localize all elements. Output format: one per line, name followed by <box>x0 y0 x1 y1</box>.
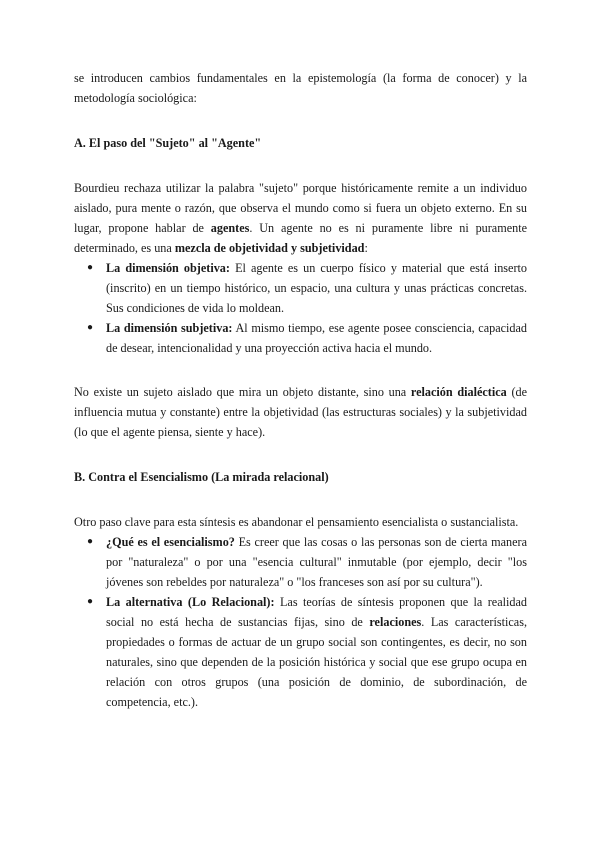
bullet-label: La dimensión subjetiva: <box>106 321 233 335</box>
bullet-text: El agente es un cuerpo físico y material que está inserto (inscrito) en un tiempo histórico, un espacio, una cultura y unas prácticas concretas. Sus condiciones de vida lo moldean. <box>106 261 527 315</box>
intro-paragraph: se introducen cambios fundamentales en la epistemología (la forma de conocer) y la metodología sociológica: <box>74 71 527 105</box>
bullet-icon: ● <box>87 262 94 273</box>
bullet-item-alternativa-relacional <box>74 592 527 712</box>
section-a-bullet-list <box>74 258 527 358</box>
bullet-icon: ● <box>87 536 94 547</box>
bullet-text: . Las características, propiedades o formas de actuar de un grupo social son contingentes, es decir, no son naturales, sino que dependen de la posición histórica y social que ese grupo ocupa en relación con otros grupos (una posición de dominio, de subordinación, de competencia, etc.). <box>106 615 527 709</box>
bullet-text: Al mismo tiempo, ese agente posee consciencia, capacidad de desear, intencionalidad y una proyección activa hacia el mundo. <box>106 321 528 355</box>
text-run: Bourdieu rechaza utilizar la palabra "sujeto" porque históricamente remite a un individuo aislado, pura mente o razón, que observa el mundo como si fuera un objeto externo. En su lugar, propone hablar de <box>74 181 527 235</box>
section-b-intro: Otro paso clave para esta síntesis es abandonar el pensamiento esencialista o sustancialista. <box>74 515 519 529</box>
bullet-item-esencialismo <box>74 532 527 592</box>
bullet-text: Las teorías de síntesis proponen que la realidad social no está hecha de sustancias fijas, sino de <box>106 595 527 629</box>
bullet-icon: ● <box>87 596 94 607</box>
bullet-item-dimension-subjetiva <box>74 318 527 358</box>
bullet-label: ¿Qué es el esencialismo? <box>106 535 235 549</box>
bullet-label: La dimensión objetiva: <box>106 261 230 275</box>
bullet-text: Es creer que las cosas o las personas son de cierta manera por "naturaleza" o por una "esencia cultural" inmutable (por ejemplo, decir "los jóvenes son rebeldes por naturaleza" o "los franceses son así por su cultura"). <box>106 535 528 589</box>
section-a-heading: A. El paso del "Sujeto" al "Agente" <box>74 136 262 150</box>
bold-term-relacion-dialectica: relación dialéctica <box>410 385 507 399</box>
section-a-paragraph-1 <box>74 178 527 258</box>
section-a-paragraph-2 <box>74 382 527 442</box>
document-page <box>74 68 527 712</box>
bullet-item-dimension-objetiva <box>74 258 527 318</box>
text-run: . Un agente no es ni puramente libre ni puramente determinado, es una <box>74 221 527 255</box>
text-run: : <box>364 241 368 255</box>
section-b-heading: B. Contra el Esencialismo (La mirada relacional) <box>74 470 329 484</box>
text-run: (de influencia mutua y constante) entre la objetividad (las estructuras sociales) y la subjetividad (lo que el agente piensa, siente y hace). <box>74 385 528 439</box>
bullet-label: La alternativa (Lo Relacional): <box>106 595 275 609</box>
bold-term-relaciones: relaciones <box>369 615 422 629</box>
bold-term-agentes: agentes <box>210 221 250 235</box>
text-run: No existe un sujeto aislado que mira un objeto distante, sino una <box>74 385 411 399</box>
bold-term-mezcla: mezcla de objetividad y subjetividad <box>174 241 365 255</box>
section-b-bullet-list <box>74 532 527 712</box>
bullet-icon: ● <box>87 322 94 333</box>
